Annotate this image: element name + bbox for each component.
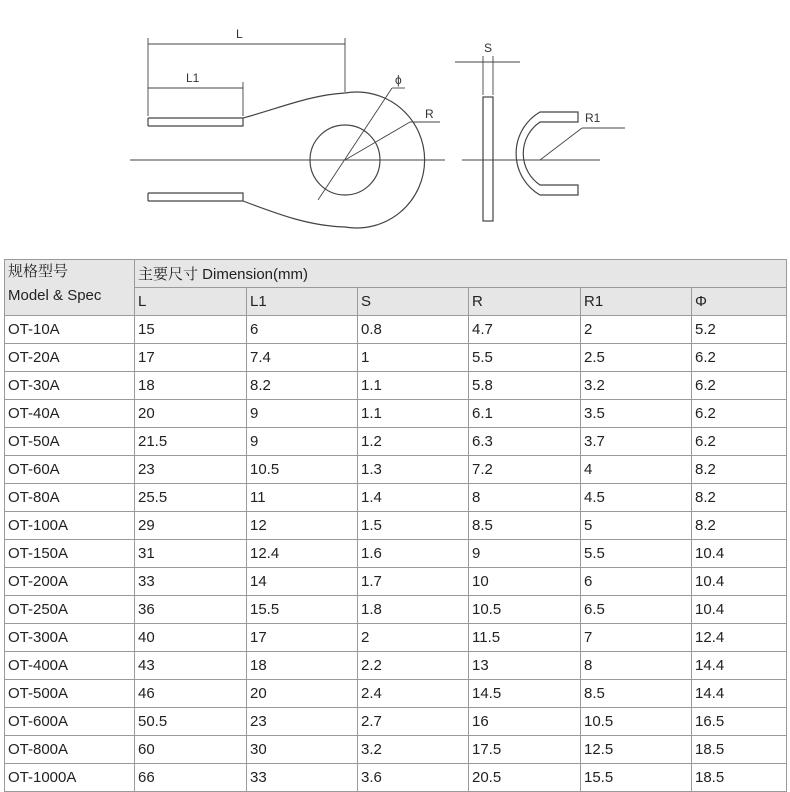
- dimension-cell: 18: [135, 372, 247, 400]
- dimension-cell: 10.4: [692, 540, 787, 568]
- label-s: S: [484, 41, 493, 55]
- dimension-cell: 4.5: [581, 484, 692, 512]
- terminal-diagram: [0, 0, 790, 255]
- dimension-cell: 9: [247, 400, 358, 428]
- dimension-cell: 8.5: [581, 680, 692, 708]
- dimension-cell: 5.2: [692, 316, 787, 344]
- dimension-cell: 8.2: [692, 512, 787, 540]
- dimension-cell: 10.5: [247, 456, 358, 484]
- table-row: [5, 316, 787, 344]
- dimension-cell: 14.4: [692, 652, 787, 680]
- r-leader: [345, 122, 410, 160]
- column-header: R: [469, 288, 581, 316]
- table-row: [5, 400, 787, 428]
- dimension-cell: 18: [247, 652, 358, 680]
- label-l: L: [236, 27, 243, 41]
- dimension-cell: 11: [247, 484, 358, 512]
- dimension-cell: 2: [358, 624, 469, 652]
- table-row: [5, 764, 787, 792]
- dimension-cell: 3.6: [358, 764, 469, 792]
- model-cell: OT-100A: [5, 512, 135, 540]
- model-cell: OT-300A: [5, 624, 135, 652]
- dimension-cell: 50.5: [135, 708, 247, 736]
- dimension-header: 主要尺寸 Dimension(mm): [135, 260, 787, 288]
- dimension-cell: 0.8: [358, 316, 469, 344]
- table-row: [5, 540, 787, 568]
- model-header-en: Model & Spec: [8, 287, 102, 304]
- dimension-cell: 33: [247, 764, 358, 792]
- dimension-cell: 10: [469, 568, 581, 596]
- model-cell: OT-80A: [5, 484, 135, 512]
- table-body: [5, 316, 787, 792]
- dimension-cell: 5: [581, 512, 692, 540]
- table-row: [5, 344, 787, 372]
- dimension-cell: 5.5: [469, 344, 581, 372]
- dimension-cell: 43: [135, 652, 247, 680]
- model-cell: OT-10A: [5, 316, 135, 344]
- dimension-cell: 15.5: [581, 764, 692, 792]
- dimension-cell: 6.1: [469, 400, 581, 428]
- dimension-cell: 5.8: [469, 372, 581, 400]
- dimension-cell: 1.1: [358, 372, 469, 400]
- table-row: [5, 512, 787, 540]
- dimension-cell: 6.2: [692, 372, 787, 400]
- dimension-cell: 23: [135, 456, 247, 484]
- dimension-cell: 2.7: [358, 708, 469, 736]
- table-row: [5, 708, 787, 736]
- model-cell: OT-200A: [5, 568, 135, 596]
- dimension-cell: 46: [135, 680, 247, 708]
- dimension-cell: 29: [135, 512, 247, 540]
- dimension-cell: 2.4: [358, 680, 469, 708]
- dimension-cell: 1.1: [358, 400, 469, 428]
- label-r1: R1: [585, 111, 601, 125]
- dimension-cell: 7.2: [469, 456, 581, 484]
- dimension-cell: 12.4: [247, 540, 358, 568]
- dimension-cell: 17: [247, 624, 358, 652]
- dimension-cell: 1.4: [358, 484, 469, 512]
- dimension-cell: 20.5: [469, 764, 581, 792]
- dimension-cell: 8: [581, 652, 692, 680]
- dimension-cell: 9: [469, 540, 581, 568]
- label-phi: ϕ: [395, 73, 402, 87]
- dimension-cell: 3.2: [358, 736, 469, 764]
- dimension-cell: 6.3: [469, 428, 581, 456]
- dimension-cell: 6.2: [692, 428, 787, 456]
- dimension-cell: 3.2: [581, 372, 692, 400]
- model-cell: OT-500A: [5, 680, 135, 708]
- dimension-cell: 10.5: [469, 596, 581, 624]
- column-header: R1: [581, 288, 692, 316]
- dimension-cell: 14.4: [692, 680, 787, 708]
- dimension-cell: 33: [135, 568, 247, 596]
- column-header: Φ: [692, 288, 787, 316]
- dimension-cell: 4: [581, 456, 692, 484]
- model-cell: OT-800A: [5, 736, 135, 764]
- phi-leader: [318, 88, 392, 200]
- dimension-cell: 12.5: [581, 736, 692, 764]
- dimension-cell: 6: [247, 316, 358, 344]
- table-row: [5, 652, 787, 680]
- dimension-cell: 2.2: [358, 652, 469, 680]
- dimension-cell: 5.5: [581, 540, 692, 568]
- dimension-cell: 18.5: [692, 764, 787, 792]
- table-row: [5, 484, 787, 512]
- column-header: L: [135, 288, 247, 316]
- dimension-cell: 7.4: [247, 344, 358, 372]
- dimension-cell: 2: [581, 316, 692, 344]
- dimension-cell: 16: [469, 708, 581, 736]
- dimension-cell: 1: [358, 344, 469, 372]
- dimension-cell: 10.5: [581, 708, 692, 736]
- dimension-cell: 6.2: [692, 344, 787, 372]
- dimension-cell: 16.5: [692, 708, 787, 736]
- table-row: [5, 624, 787, 652]
- dimension-cell: 20: [247, 680, 358, 708]
- dimension-cell: 1.5: [358, 512, 469, 540]
- model-header-cn: 规格型号: [8, 263, 69, 280]
- dimension-cell: 40: [135, 624, 247, 652]
- dimension-cell: 20: [135, 400, 247, 428]
- dimension-cell: 14: [247, 568, 358, 596]
- dimension-cell: 3.7: [581, 428, 692, 456]
- dimension-cell: 25.5: [135, 484, 247, 512]
- dimension-cell: 1.7: [358, 568, 469, 596]
- dimension-cell: 9: [247, 428, 358, 456]
- dimension-cell: 10.4: [692, 568, 787, 596]
- dimension-cell: 18.5: [692, 736, 787, 764]
- dimension-cell: 8: [469, 484, 581, 512]
- dimension-cell: 1.3: [358, 456, 469, 484]
- side-bend: [516, 112, 578, 195]
- model-cell: OT-30A: [5, 372, 135, 400]
- table-row: [5, 568, 787, 596]
- dimension-cell: 6.5: [581, 596, 692, 624]
- dimension-cell: 1.8: [358, 596, 469, 624]
- dimension-cell: 10.4: [692, 596, 787, 624]
- table-row: [5, 456, 787, 484]
- dimension-cell: 4.7: [469, 316, 581, 344]
- table-row: [5, 428, 787, 456]
- dimension-cell: 60: [135, 736, 247, 764]
- dimension-cell: 23: [247, 708, 358, 736]
- dimension-cell: 1.2: [358, 428, 469, 456]
- dimension-cell: 15: [135, 316, 247, 344]
- model-cell: OT-50A: [5, 428, 135, 456]
- model-cell: OT-150A: [5, 540, 135, 568]
- dimension-cell: 30: [247, 736, 358, 764]
- table-row: [5, 596, 787, 624]
- model-cell: OT-20A: [5, 344, 135, 372]
- table-row: [5, 680, 787, 708]
- dimension-cell: 12.4: [692, 624, 787, 652]
- table-row: [5, 736, 787, 764]
- dimension-cell: 12: [247, 512, 358, 540]
- dimension-table: [4, 259, 787, 792]
- dimension-cell: 66: [135, 764, 247, 792]
- dimension-cell: 15.5: [247, 596, 358, 624]
- dimension-cell: 6: [581, 568, 692, 596]
- label-l1: L1: [186, 71, 200, 85]
- dimension-cell: 17.5: [469, 736, 581, 764]
- column-header: S: [358, 288, 469, 316]
- dimension-cell: 17: [135, 344, 247, 372]
- dimension-cell: 11.5: [469, 624, 581, 652]
- r1-leader: [540, 128, 582, 160]
- dimension-cell: 13: [469, 652, 581, 680]
- model-cell: OT-250A: [5, 596, 135, 624]
- dimension-cell: 8.2: [247, 372, 358, 400]
- model-cell: OT-400A: [5, 652, 135, 680]
- dimension-cell: 36: [135, 596, 247, 624]
- model-cell: OT-600A: [5, 708, 135, 736]
- dimension-cell: 3.5: [581, 400, 692, 428]
- column-header: L1: [247, 288, 358, 316]
- dimension-cell: 8.2: [692, 484, 787, 512]
- model-cell: OT-1000A: [5, 764, 135, 792]
- dimension-cell: 1.6: [358, 540, 469, 568]
- dimension-cell: 14.5: [469, 680, 581, 708]
- dimension-cell: 8.2: [692, 456, 787, 484]
- side-plate: [483, 97, 493, 221]
- model-spec-header: [5, 260, 135, 316]
- model-cell: OT-60A: [5, 456, 135, 484]
- table-row: [5, 372, 787, 400]
- model-cell: OT-40A: [5, 400, 135, 428]
- dimension-cell: 21.5: [135, 428, 247, 456]
- dimension-cell: 6.2: [692, 400, 787, 428]
- dimension-cell: 7: [581, 624, 692, 652]
- label-r: R: [425, 107, 434, 121]
- dimension-cell: 2.5: [581, 344, 692, 372]
- dimension-cell: 8.5: [469, 512, 581, 540]
- dimension-cell: 31: [135, 540, 247, 568]
